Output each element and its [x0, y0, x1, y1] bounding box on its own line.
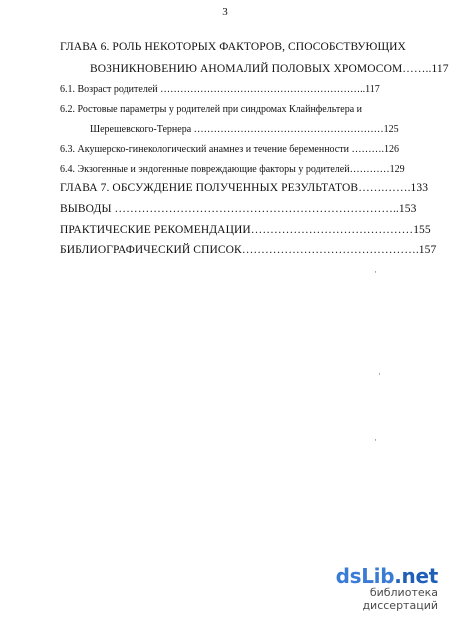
page-number: 3 [222, 6, 228, 18]
toc-line: ПРАКТИЧЕСКИЕ РЕКОМЕНДАЦИИ……………………………………155 [60, 224, 431, 236]
watermark-logo-main: dsLib [335, 564, 395, 588]
toc-line: Шерешевского-Тернера …………………………………………………125 [90, 124, 399, 135]
toc-line: 6.3. Акушерско-гинекологический анамнез и течение беременности ……….126 [60, 144, 399, 155]
toc-line: ВОЗНИКНОВЕНИЮ АНОМАЛИЙ ПОЛОВЫХ ХРОМОСОМ……..117 [90, 63, 449, 75]
toc-line: 6.4. Экзогенные и эндогенные повреждающие факторы у родителей…………129 [60, 164, 405, 175]
scan-speck: · [374, 435, 377, 445]
toc-line: БИБЛИОГРАФИЧЕСКИЙ СПИСОК……………………………………….157 [60, 244, 437, 256]
scan-speck: · [378, 369, 381, 379]
watermark [308, 564, 438, 612]
toc-line: 6.1. Возраст родителей ……………………………………………………..117 [60, 84, 380, 95]
watermark-tagline: библиотека диссертаций [362, 586, 438, 612]
scan-speck: · [374, 267, 377, 277]
toc-line: ВЫВОДЫ ………………………………………………………………..153 [60, 203, 417, 215]
toc-line: ГЛАВА 6. РОЛЬ НЕКОТОРЫХ ФАКТОРОВ, СПОСОБСТВУЮЩИХ [60, 41, 406, 53]
toc-line: 6.2. Ростовые параметры у родителей при синдромах Клайнфельтера и [60, 104, 362, 115]
toc-line: ГЛАВА 7. ОБСУЖДЕНИЕ ПОЛУЧЕННЫХ РЕЗУЛЬТАТОВ…….…….133 [60, 182, 429, 194]
watermark-logo [308, 564, 438, 588]
watermark-logo-suffix: .net [394, 564, 438, 588]
